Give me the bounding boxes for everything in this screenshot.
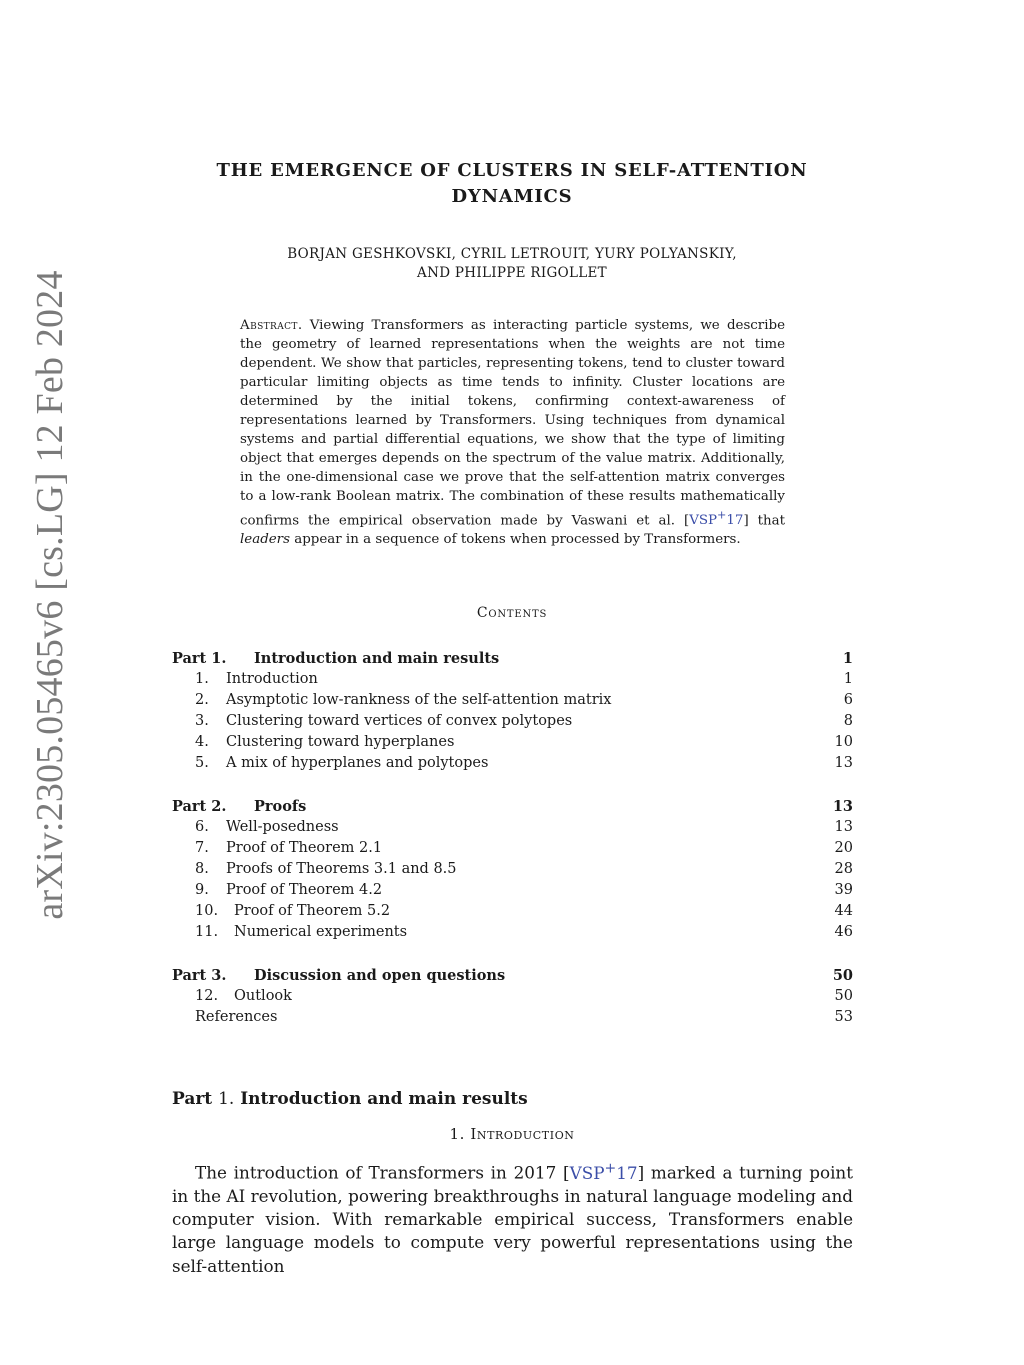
toc-page-number: 20 [834,840,853,856]
toc-entry-number: 7. [195,840,209,856]
abstract [240,316,785,549]
abstract-label: Abstract. [240,318,303,333]
toc-part-title: Discussion and open questions [254,967,506,984]
paper-title [0,158,1024,210]
author-list-line-1: BORJAN GESHKOVSKI, CYRIL LETROUIT, YURY POLYANSKIY, [287,246,737,262]
abstract-ending: appear in a sequence of tokens when processed by Transformers. [294,532,741,548]
toc-page-number: 10 [834,734,853,750]
toc-part-label: Part 3. [172,967,227,984]
part-heading-title: Introduction and main results [240,1089,528,1109]
toc-entry-number: 10. [195,903,219,919]
toc-entry[interactable] [172,901,853,922]
toc-entry-references[interactable] [172,1007,853,1028]
author-list-line-2: AND PHILIPPE RIGOLLET [417,265,607,281]
toc-entry-title: Clustering toward hyperplanes [226,734,455,750]
toc-entry-number: 8. [195,861,209,877]
toc-entry[interactable] [172,711,853,732]
citation-year: 17 [616,1162,638,1183]
citation-key: VSP [569,1162,605,1183]
toc-part-2[interactable] [172,796,853,817]
toc-entry-title: Clustering toward vertices of convex polytopes [226,713,573,729]
toc-page-number: 50 [834,988,853,1004]
toc-page-number: 50 [832,967,853,984]
toc-page-number: 13 [834,755,853,771]
toc-entry-title: Asymptotic low-rankness of the self-attention matrix [226,692,612,708]
toc-entry[interactable] [172,880,853,901]
contents-heading: Contents [476,605,548,621]
abstract-citation[interactable] [683,509,749,529]
toc-page-number: 1 [842,650,853,667]
toc-part-label: Part 1. [172,650,227,667]
intro-citation[interactable] [563,1160,645,1183]
toc-page-number: 53 [834,1009,853,1025]
part-heading [172,1089,528,1109]
citation-bracket-close: ] [637,1162,645,1183]
toc-entry-number: 2. [195,692,209,708]
toc-page-number: 39 [834,882,853,898]
toc-entry-number: 3. [195,713,209,729]
intro-text-continued: marked a turning point in the AI revolution, powering breakthroughs in natural language modeling and computer vision. With remarkable empirical success, Transformers enable large language models to compute very powerful representations using the self-attention [172,1162,853,1276]
paper-title-line-1: THE EMERGENCE OF CLUSTERS IN SELF-ATTENTION [216,160,808,181]
table-of-contents [172,648,853,1028]
toc-entry-number: 4. [195,734,209,750]
toc-page-number: 1 [843,671,853,687]
citation-bracket-open: [ [683,513,690,529]
intro-text: The introduction of Transformers in 2017 [195,1162,557,1183]
toc-entry-title: Outlook [234,988,292,1004]
toc-page-number: 28 [834,861,853,877]
toc-entry-number: 1. [195,671,209,687]
citation-superscript: + [604,1160,617,1176]
toc-entry-number: 5. [195,755,209,771]
toc-entry[interactable] [172,986,853,1007]
toc-entry-title: Proofs of Theorems 3.1 and 8.5 [226,861,457,877]
toc-part-label: Part 2. [172,798,227,815]
toc-spacer [172,774,853,796]
part-heading-word: Part [172,1089,213,1109]
toc-entry-number: 11. [195,924,219,940]
toc-entry[interactable] [172,690,853,711]
toc-spacer [172,943,853,965]
citation-year: 17 [726,513,744,529]
abstract-italic-term: leaders [240,532,290,548]
toc-entry[interactable] [172,817,853,838]
toc-entry-title: References [195,1009,278,1025]
citation-superscript: + [717,509,727,522]
citation-link[interactable] [569,1160,638,1183]
toc-entry[interactable] [172,922,853,943]
author-list [0,245,1024,283]
toc-entry-title: Numerical experiments [234,924,408,940]
toc-page-number: 46 [834,924,853,940]
toc-entry-number: 9. [195,882,209,898]
toc-entry-title: Proof of Theorem 2.1 [226,840,383,856]
citation-bracket-close: ] [743,513,749,529]
part-heading-number: 1. [218,1089,235,1109]
toc-page-number: 13 [832,798,853,815]
toc-page-number: 6 [843,692,853,708]
toc-part-3[interactable] [172,965,853,986]
toc-entry-title: Introduction [226,671,318,687]
toc-entry-title: Well-posedness [226,819,339,835]
toc-entry-title: Proof of Theorem 4.2 [226,882,383,898]
toc-entry-title: Proof of Theorem 5.2 [234,903,391,919]
abstract-continuation: that [757,513,786,529]
paper-title-line-2: DYNAMICS [451,186,573,207]
toc-part-title: Introduction and main results [254,650,500,667]
section-heading: 1. Introduction [449,1125,575,1143]
toc-part-1[interactable] [172,648,853,669]
toc-entry[interactable] [172,732,853,753]
toc-page-number: 13 [834,819,853,835]
toc-page-number: 8 [843,713,853,729]
citation-bracket-open: [ [563,1162,570,1183]
toc-entry[interactable] [172,753,853,774]
toc-entry-number: 12. [195,988,219,1004]
toc-entry-number: 6. [195,819,209,835]
abstract-body: Viewing Transformers as interacting particle systems, we describe the geometry of learned representations when the weights are not time dependent. We show that particles, representing tokens, tend to cluster toward particular limiting objects as time tends to infinity. Cluster locations are determined by the initial tokens, confirming context-awareness of representations learned by Transformers. Using techniques from dynamical systems and partial differential equations, we show that the type of limiting object that emerges depends on the spectrum of the value matrix. Additionally, in the one-dimensional case we prove that the self-attention matrix converges to a low-rank Boolean matrix. The combination of these results mathematically confirms the empirical observation made by Vaswani et al. [240,318,785,529]
citation-link[interactable] [689,509,744,529]
introduction-paragraph [172,1157,853,1278]
toc-entry-title: A mix of hyperplanes and polytopes [226,755,489,771]
citation-key: VSP [689,513,718,529]
toc-entry[interactable] [172,838,853,859]
toc-part-title: Proofs [254,798,307,815]
toc-entry[interactable] [172,669,853,690]
arxiv-identifier-stamp: arXiv:2305.05465v6 [cs.LG] 12 Feb 2024 [29,270,71,920]
toc-entry[interactable] [172,859,853,880]
toc-page-number: 44 [834,903,853,919]
